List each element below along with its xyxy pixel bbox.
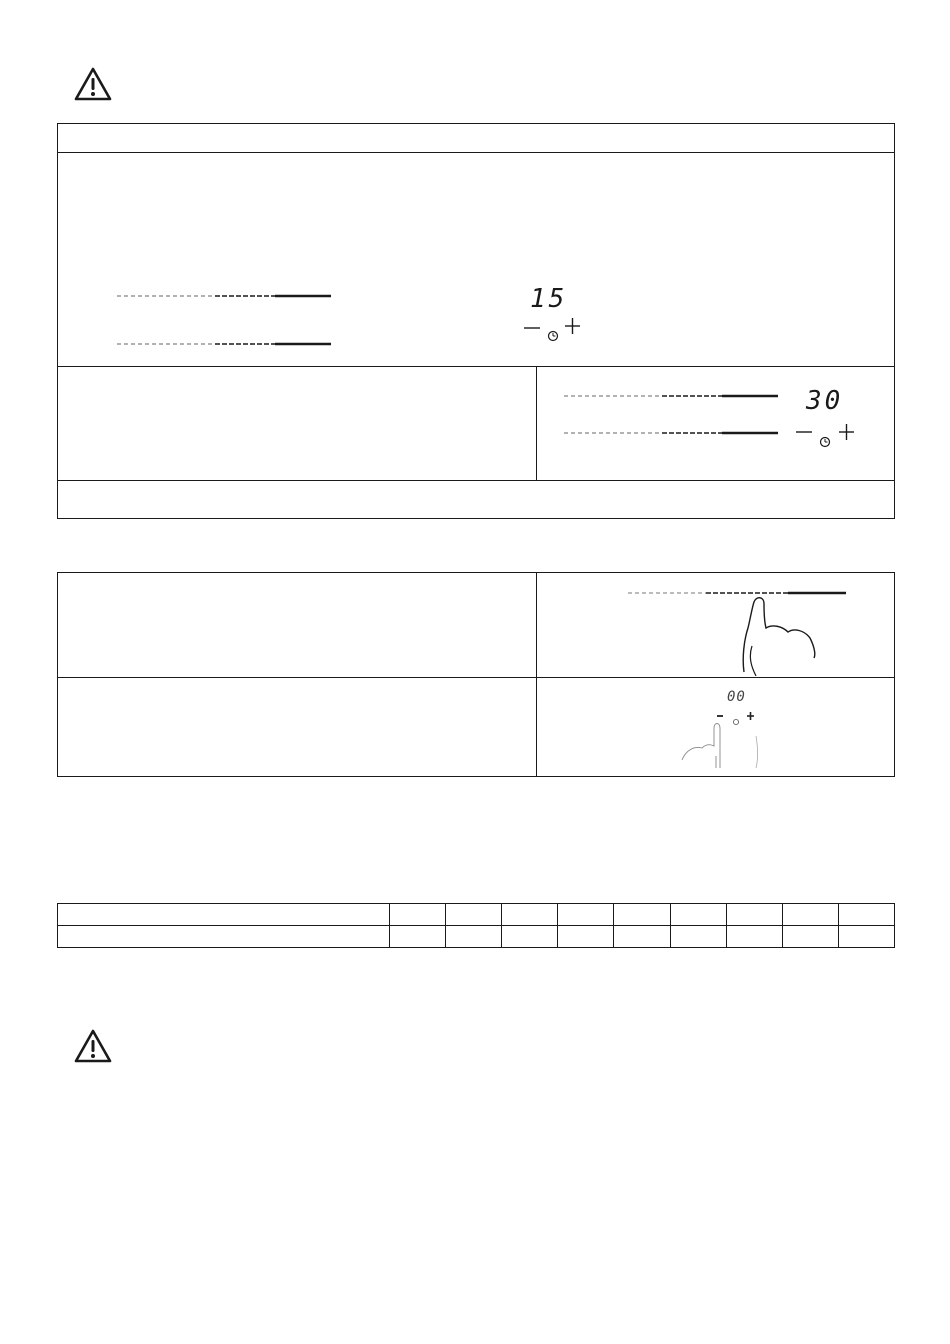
- table-cell: [726, 926, 782, 948]
- table-cell: [782, 904, 838, 926]
- table-cell: [670, 904, 726, 926]
- pointing-hand-icon: [682, 724, 758, 769]
- plus-icon: [839, 424, 854, 440]
- table-cell: [558, 904, 614, 926]
- data-table: [57, 903, 895, 948]
- table-row: [58, 926, 895, 948]
- plus-icon: [747, 712, 754, 720]
- table-cell: [58, 904, 390, 926]
- table-cell: [446, 904, 502, 926]
- table-cell: [614, 904, 670, 926]
- table-cell: [838, 926, 894, 948]
- table-cell: [390, 926, 446, 948]
- touch-slider-icon: [115, 290, 335, 350]
- table-cell: [446, 926, 502, 948]
- table-cell: [838, 904, 894, 926]
- pointing-hand-icon: [626, 584, 852, 676]
- table-cell: [782, 926, 838, 948]
- row-divider: [58, 366, 894, 367]
- header-divider: [58, 152, 894, 153]
- touch-slider-icon: [562, 390, 782, 440]
- table-cell: [614, 926, 670, 948]
- timer-display: 00: [727, 689, 746, 705]
- clock-icon: [733, 719, 738, 724]
- plus-icon: [565, 318, 580, 334]
- table-cell: [670, 926, 726, 948]
- clock-icon: [821, 438, 830, 447]
- column-divider: [536, 366, 537, 480]
- table-cell: [390, 904, 446, 926]
- table-cell: [502, 926, 558, 948]
- table-cell: [558, 926, 614, 948]
- table-cell: [726, 904, 782, 926]
- timer-controls: [522, 316, 584, 344]
- table-cell: [502, 904, 558, 926]
- timer-display: 30: [806, 386, 844, 416]
- warning-triangle-icon: [73, 1028, 113, 1064]
- clock-icon: [549, 332, 558, 341]
- timer-controls: [794, 420, 858, 450]
- column-divider: [536, 573, 537, 776]
- warning-triangle-icon: [73, 66, 113, 102]
- row-divider: [58, 677, 894, 678]
- timer-controls: [680, 708, 776, 770]
- timer-display: 15: [530, 284, 568, 314]
- table-row: [58, 904, 895, 926]
- table-cell: [58, 926, 390, 948]
- row-divider: [58, 480, 894, 481]
